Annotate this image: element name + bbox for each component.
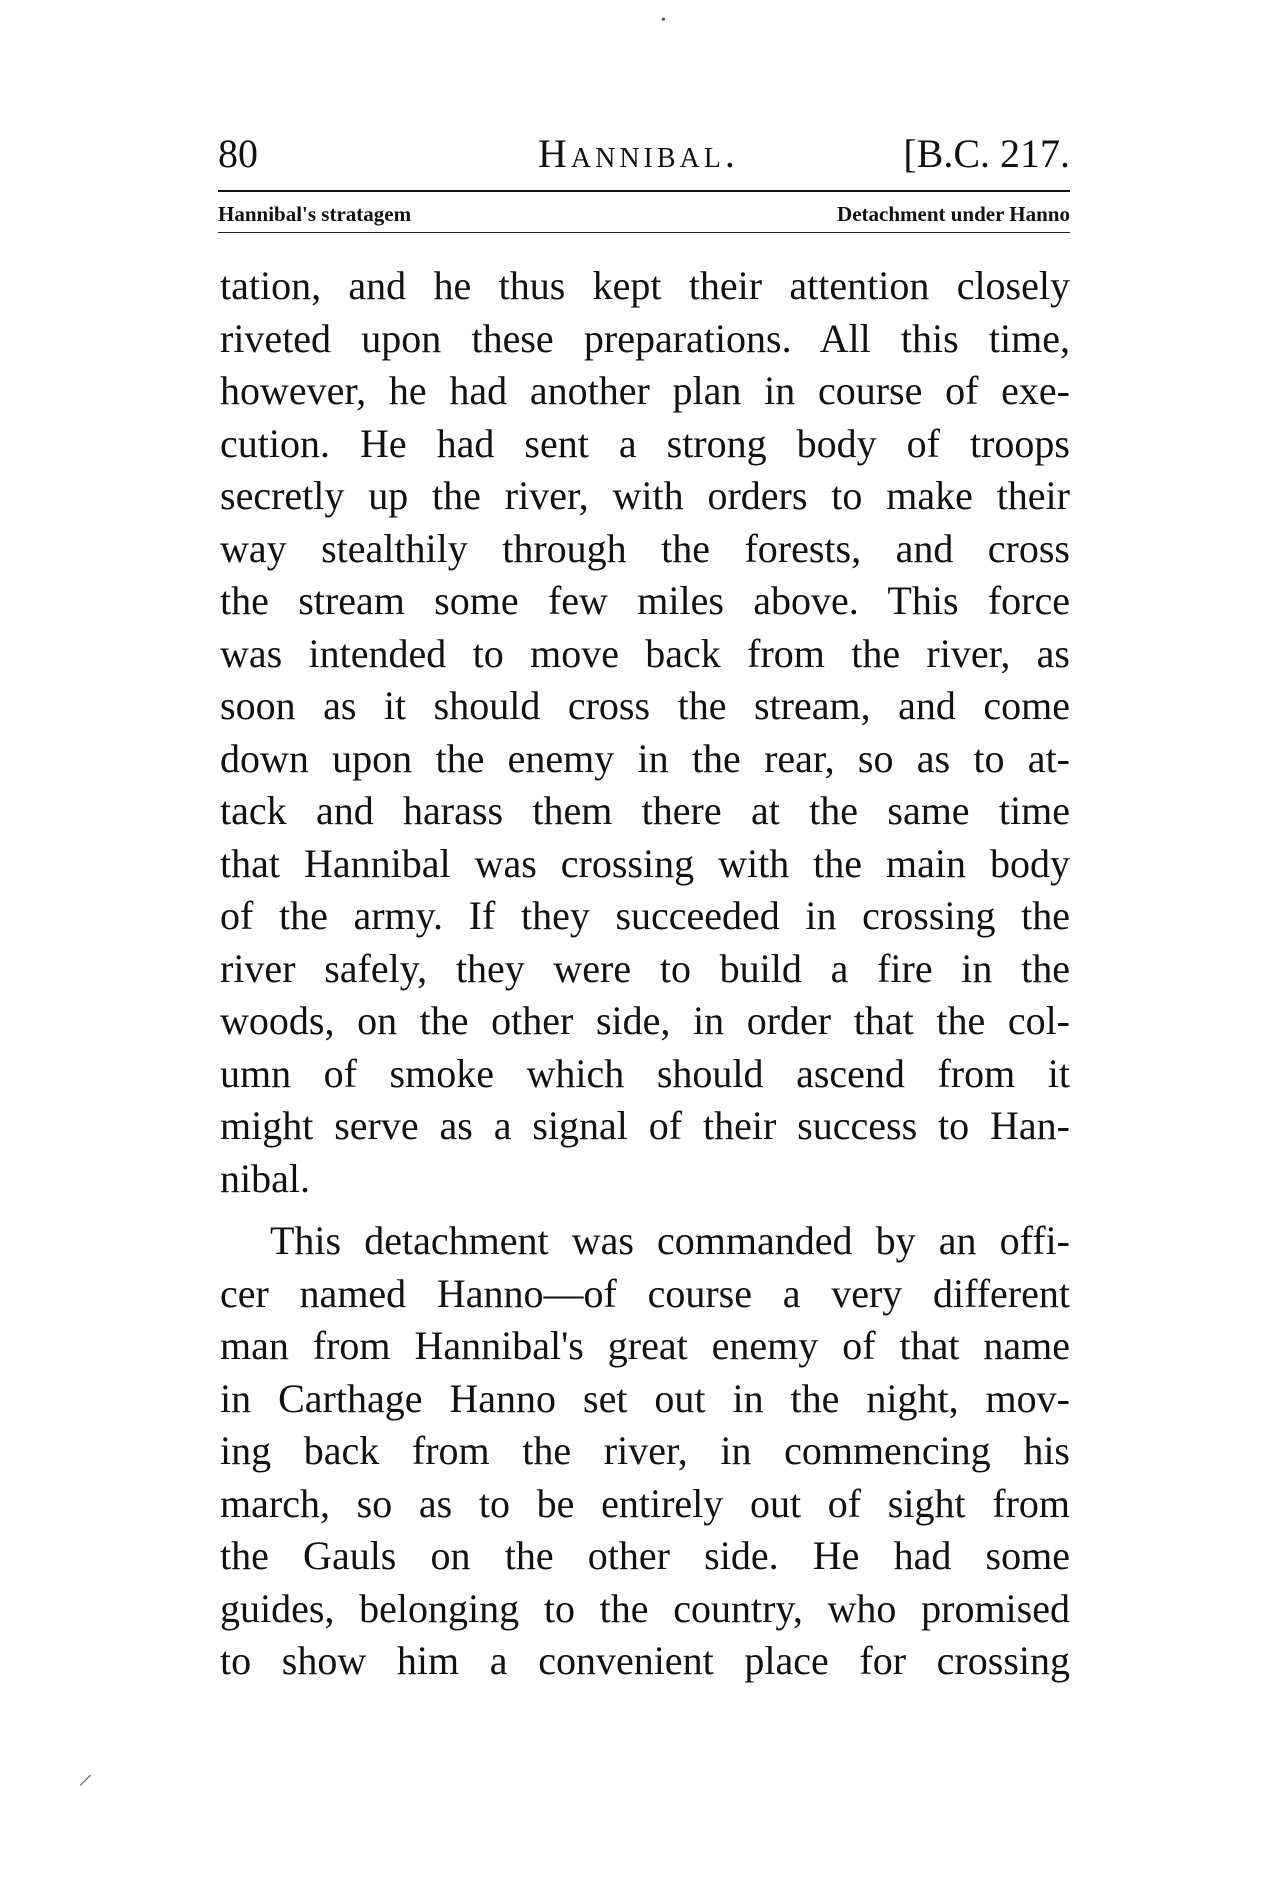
marginal-subheads bbox=[218, 200, 1070, 228]
text-line: the Gauls on the other side. He had some bbox=[220, 1533, 1070, 1578]
text-line: riveted upon these preparations. All this time, bbox=[220, 315, 1070, 361]
text-line: was intended to move back from the river, as bbox=[220, 630, 1070, 676]
text-line: way stealthily through the forests, and cross bbox=[220, 525, 1070, 571]
text-line: down upon the enemy in the rear, so as to at- bbox=[220, 735, 1070, 781]
subhead-right: Detachment under Hanno bbox=[837, 202, 1070, 226]
text-line: secretly up the river, with orders to make their bbox=[220, 473, 1070, 518]
text-line: river safely, they were to build a fire in the bbox=[220, 945, 1070, 991]
running-head bbox=[218, 130, 1070, 178]
page-number: 80 bbox=[218, 131, 258, 176]
text-line: guides, belonging to the country, who promised bbox=[220, 1585, 1070, 1631]
text-line: umn of smoke which should ascend from it bbox=[220, 1050, 1070, 1096]
scan-mark: | bbox=[78, 1772, 94, 1787]
text-line: cution. He had sent a strong body of troops bbox=[220, 420, 1070, 466]
paragraph-gap bbox=[220, 1205, 1070, 1215]
text-line: the stream some few miles above. This force bbox=[220, 578, 1070, 623]
text-line: soon as it should cross the stream, and come bbox=[220, 683, 1070, 728]
text-line: tation, and he thus kept their attention closely bbox=[220, 263, 1070, 308]
scan-speck: • bbox=[661, 13, 666, 28]
text-line: of the army. If they succeeded in crossing the bbox=[220, 893, 1070, 938]
paragraph-2 bbox=[220, 1215, 1070, 1688]
header-rule bbox=[218, 190, 1070, 192]
text-line: woods, on the other side, in order that the col- bbox=[220, 998, 1070, 1043]
subhead-rule bbox=[218, 232, 1070, 233]
text-line: nibal. bbox=[220, 1155, 310, 1201]
text-line: ing back from the river, in commencing his bbox=[220, 1428, 1070, 1473]
text-line: man from Hannibal's great enemy of that name bbox=[220, 1323, 1070, 1368]
text-line: that Hannibal was crossing with the main body bbox=[220, 840, 1070, 886]
text-line: This detachment was commanded by an offi- bbox=[270, 1218, 1070, 1263]
text-line: cer named Hanno—of course a very different bbox=[220, 1270, 1070, 1316]
body-text bbox=[220, 260, 1070, 1688]
book-title: Hannibal. bbox=[538, 131, 739, 176]
text-line: to show him a convenient place for crossing bbox=[220, 1638, 1070, 1683]
subhead-left: Hannibal's stratagem bbox=[218, 202, 412, 226]
text-line: march, so as to be entirely out of sight from bbox=[220, 1480, 1070, 1526]
text-line: in Carthage Hanno set out in the night, mov- bbox=[220, 1375, 1070, 1421]
text-line: tack and harass them there at the same time bbox=[220, 788, 1070, 833]
text-line: however, he had another plan in course of exe- bbox=[220, 368, 1070, 413]
era-label: [B.C. 217. bbox=[903, 131, 1070, 176]
text-line: might serve as a signal of their success to Han- bbox=[220, 1103, 1070, 1148]
paragraph-1 bbox=[220, 260, 1070, 1205]
